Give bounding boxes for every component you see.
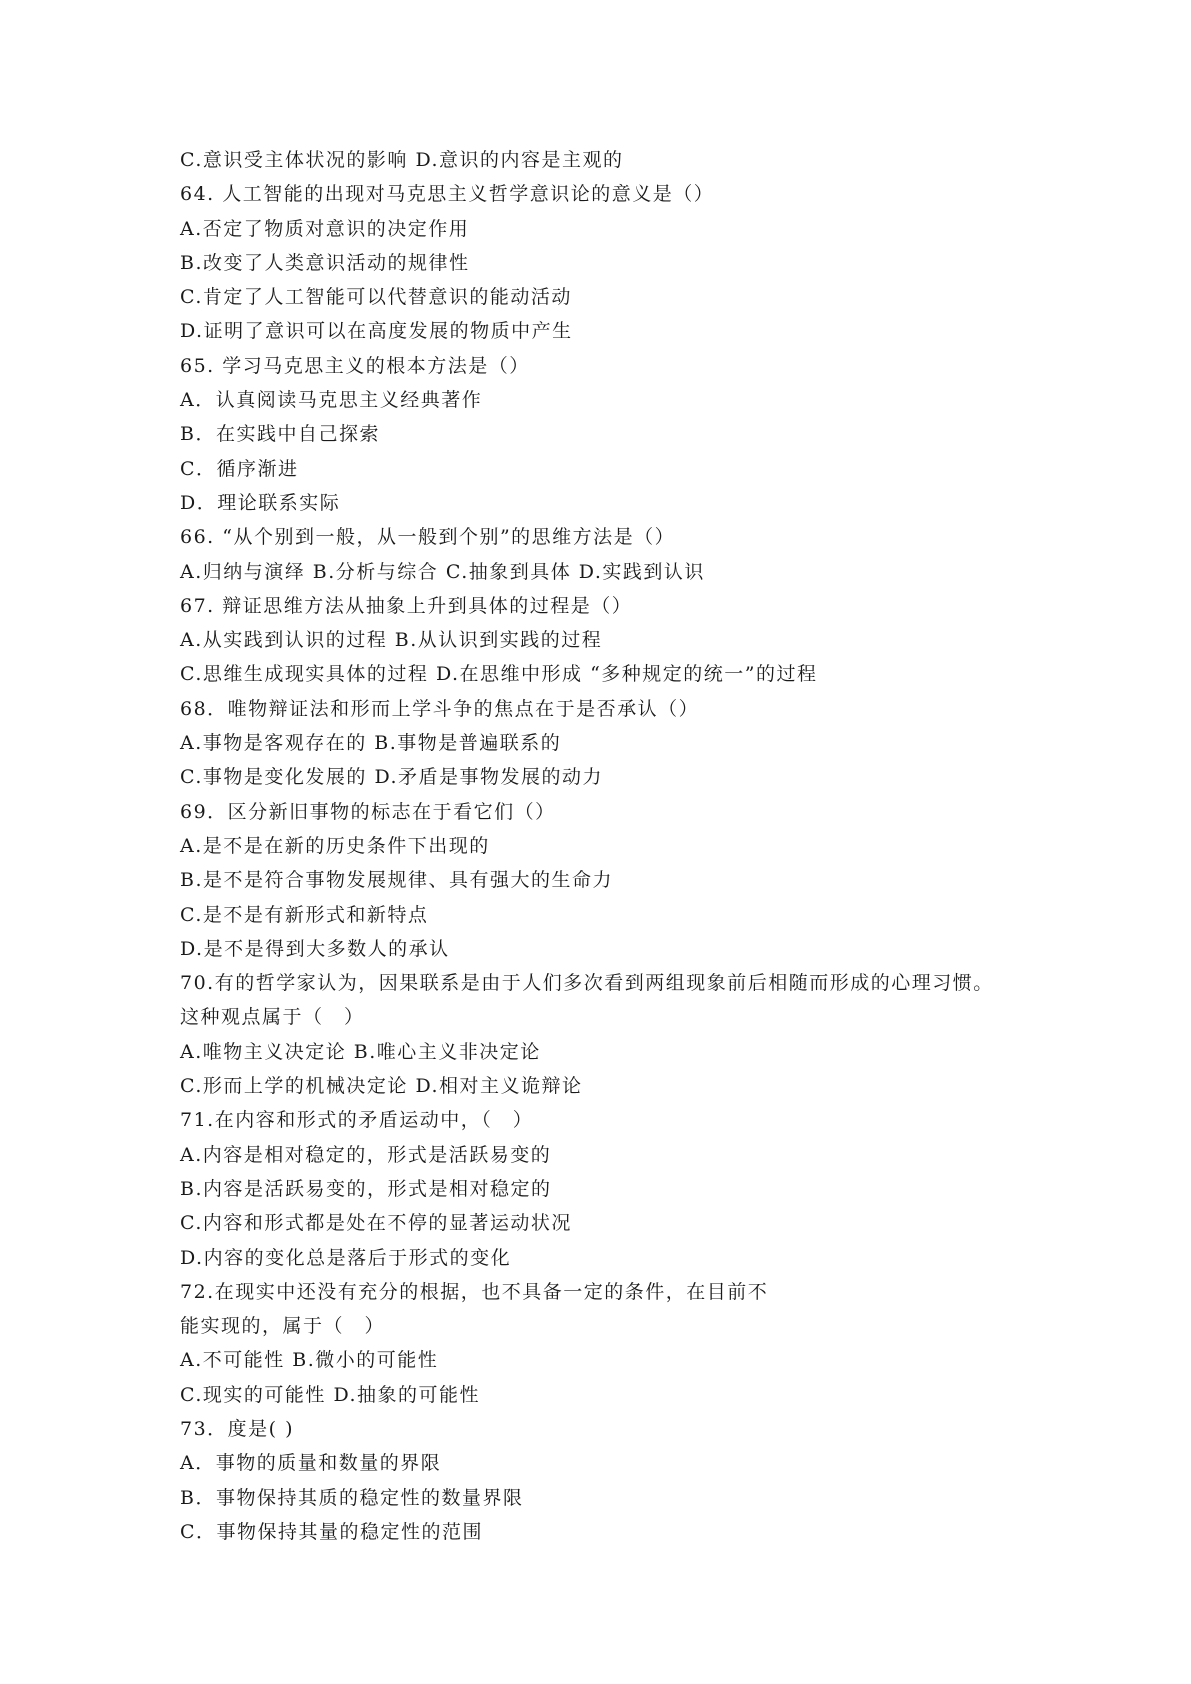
question-66-options: A.归纳与演绎 B.分析与综合 C.抽象到具体 D.实践到认识 — [180, 560, 705, 583]
question-73-option-a: A．事物的质量和数量的界限 — [180, 1452, 442, 1475]
question-70-stem-continued: 这种观点属于（ ） — [180, 1006, 365, 1029]
question-72-options-ab: A.不可能性 B.微小的可能性 — [180, 1349, 439, 1372]
question-71-option-b: B.内容是活跃易变的，形式是相对稳定的 — [180, 1177, 552, 1200]
question-65-stem: 65. 学习马克思主义的根本方法是（） — [180, 354, 530, 377]
question-65-option-d: D．理论联系实际 — [180, 491, 341, 514]
question-69-option-c: C.是不是有新形式和新特点 — [180, 903, 429, 926]
question-68-options-cd: C.事物是变化发展的 D.矛盾是事物发展的动力 — [180, 766, 604, 789]
question-64-option-b: B.改变了人类意识活动的规律性 — [180, 251, 470, 274]
question-65-option-b: B．在实践中自己探索 — [180, 423, 380, 446]
question-72-stem-continued: 能实现的，属于（ ） — [180, 1315, 386, 1338]
question-68-stem: 68．唯物辩证法和形而上学斗争的焦点在于是否承认（） — [180, 697, 700, 720]
question-64-option-d: D.证明了意识可以在高度发展的物质中产生 — [180, 320, 573, 343]
question-64-option-c: C.肯定了人工智能可以代替意识的能动活动 — [180, 286, 572, 309]
question-72-stem: 72.在现实中还没有充分的根据，也不具备一定的条件，在目前不 — [180, 1280, 769, 1303]
question-70-stem: 70.有的哲学家认为，因果联系是由于人们多次看到两组现象前后相随而形成的心理习惯。 — [180, 972, 994, 995]
question-71-option-c: C.内容和形式都是处在不停的显著运动状况 — [180, 1212, 572, 1235]
question-72-options-cd: C.现实的可能性 D.抽象的可能性 — [180, 1383, 481, 1406]
question-73-option-b: B．事物保持其质的稳定性的数量界限 — [180, 1486, 524, 1509]
question-69-stem: 69．区分新旧事物的标志在于看它们（） — [180, 800, 556, 823]
document-page — [180, 143, 1080, 1549]
question-65-option-c: C．循序渐进 — [180, 457, 299, 480]
text-line: C.意识受主体状况的影响 D.意识的内容是主观的 — [180, 149, 624, 171]
question-71-option-d: D.内容的变化总是落后于形式的变化 — [180, 1246, 512, 1269]
question-67-stem: 67. 辩证思维方法从抽象上升到具体的过程是（） — [180, 594, 633, 617]
question-71-stem: 71.在内容和形式的矛盾运动中，（ ） — [180, 1109, 534, 1132]
question-73-option-c: C．事物保持其量的稳定性的范围 — [180, 1520, 484, 1543]
question-67-options-ab: A.从实践到认识的过程 B.从认识到实践的过程 — [180, 629, 603, 652]
question-66-stem: 66. “从个别到一般，从一般到个别”的思维方法是（） — [180, 526, 676, 549]
question-64-stem: 64. 人工智能的出现对马克思主义哲学意识论的意义是（） — [180, 183, 715, 206]
question-70-options-cd: C.形而上学的机械决定论 D.相对主义诡辩论 — [180, 1075, 583, 1098]
question-65-option-a: A．认真阅读马克思主义经典著作 — [180, 389, 483, 412]
question-64-option-a: A.否定了物质对意识的决定作用 — [180, 217, 470, 240]
question-70-options-ab: A.唯物主义决定论 B.唯心主义非决定论 — [180, 1040, 541, 1063]
question-67-options-cd: C.思维生成现实具体的过程 D.在思维中形成 “多种规定的统一”的过程 — [180, 663, 818, 686]
question-69-option-b: B.是不是符合事物发展规律、具有强大的生命力 — [180, 869, 614, 892]
question-73-stem: 73．度是( ) — [180, 1417, 295, 1440]
question-68-options-ab: A.事物是客观存在的 B.事物是普遍联系的 — [180, 732, 562, 755]
question-69-option-d: D.是不是得到大多数人的承认 — [180, 937, 450, 960]
question-69-option-a: A.是不是在新的历史条件下出现的 — [180, 834, 490, 857]
question-71-option-a: A.内容是相对稳定的，形式是活跃易变的 — [180, 1143, 552, 1166]
